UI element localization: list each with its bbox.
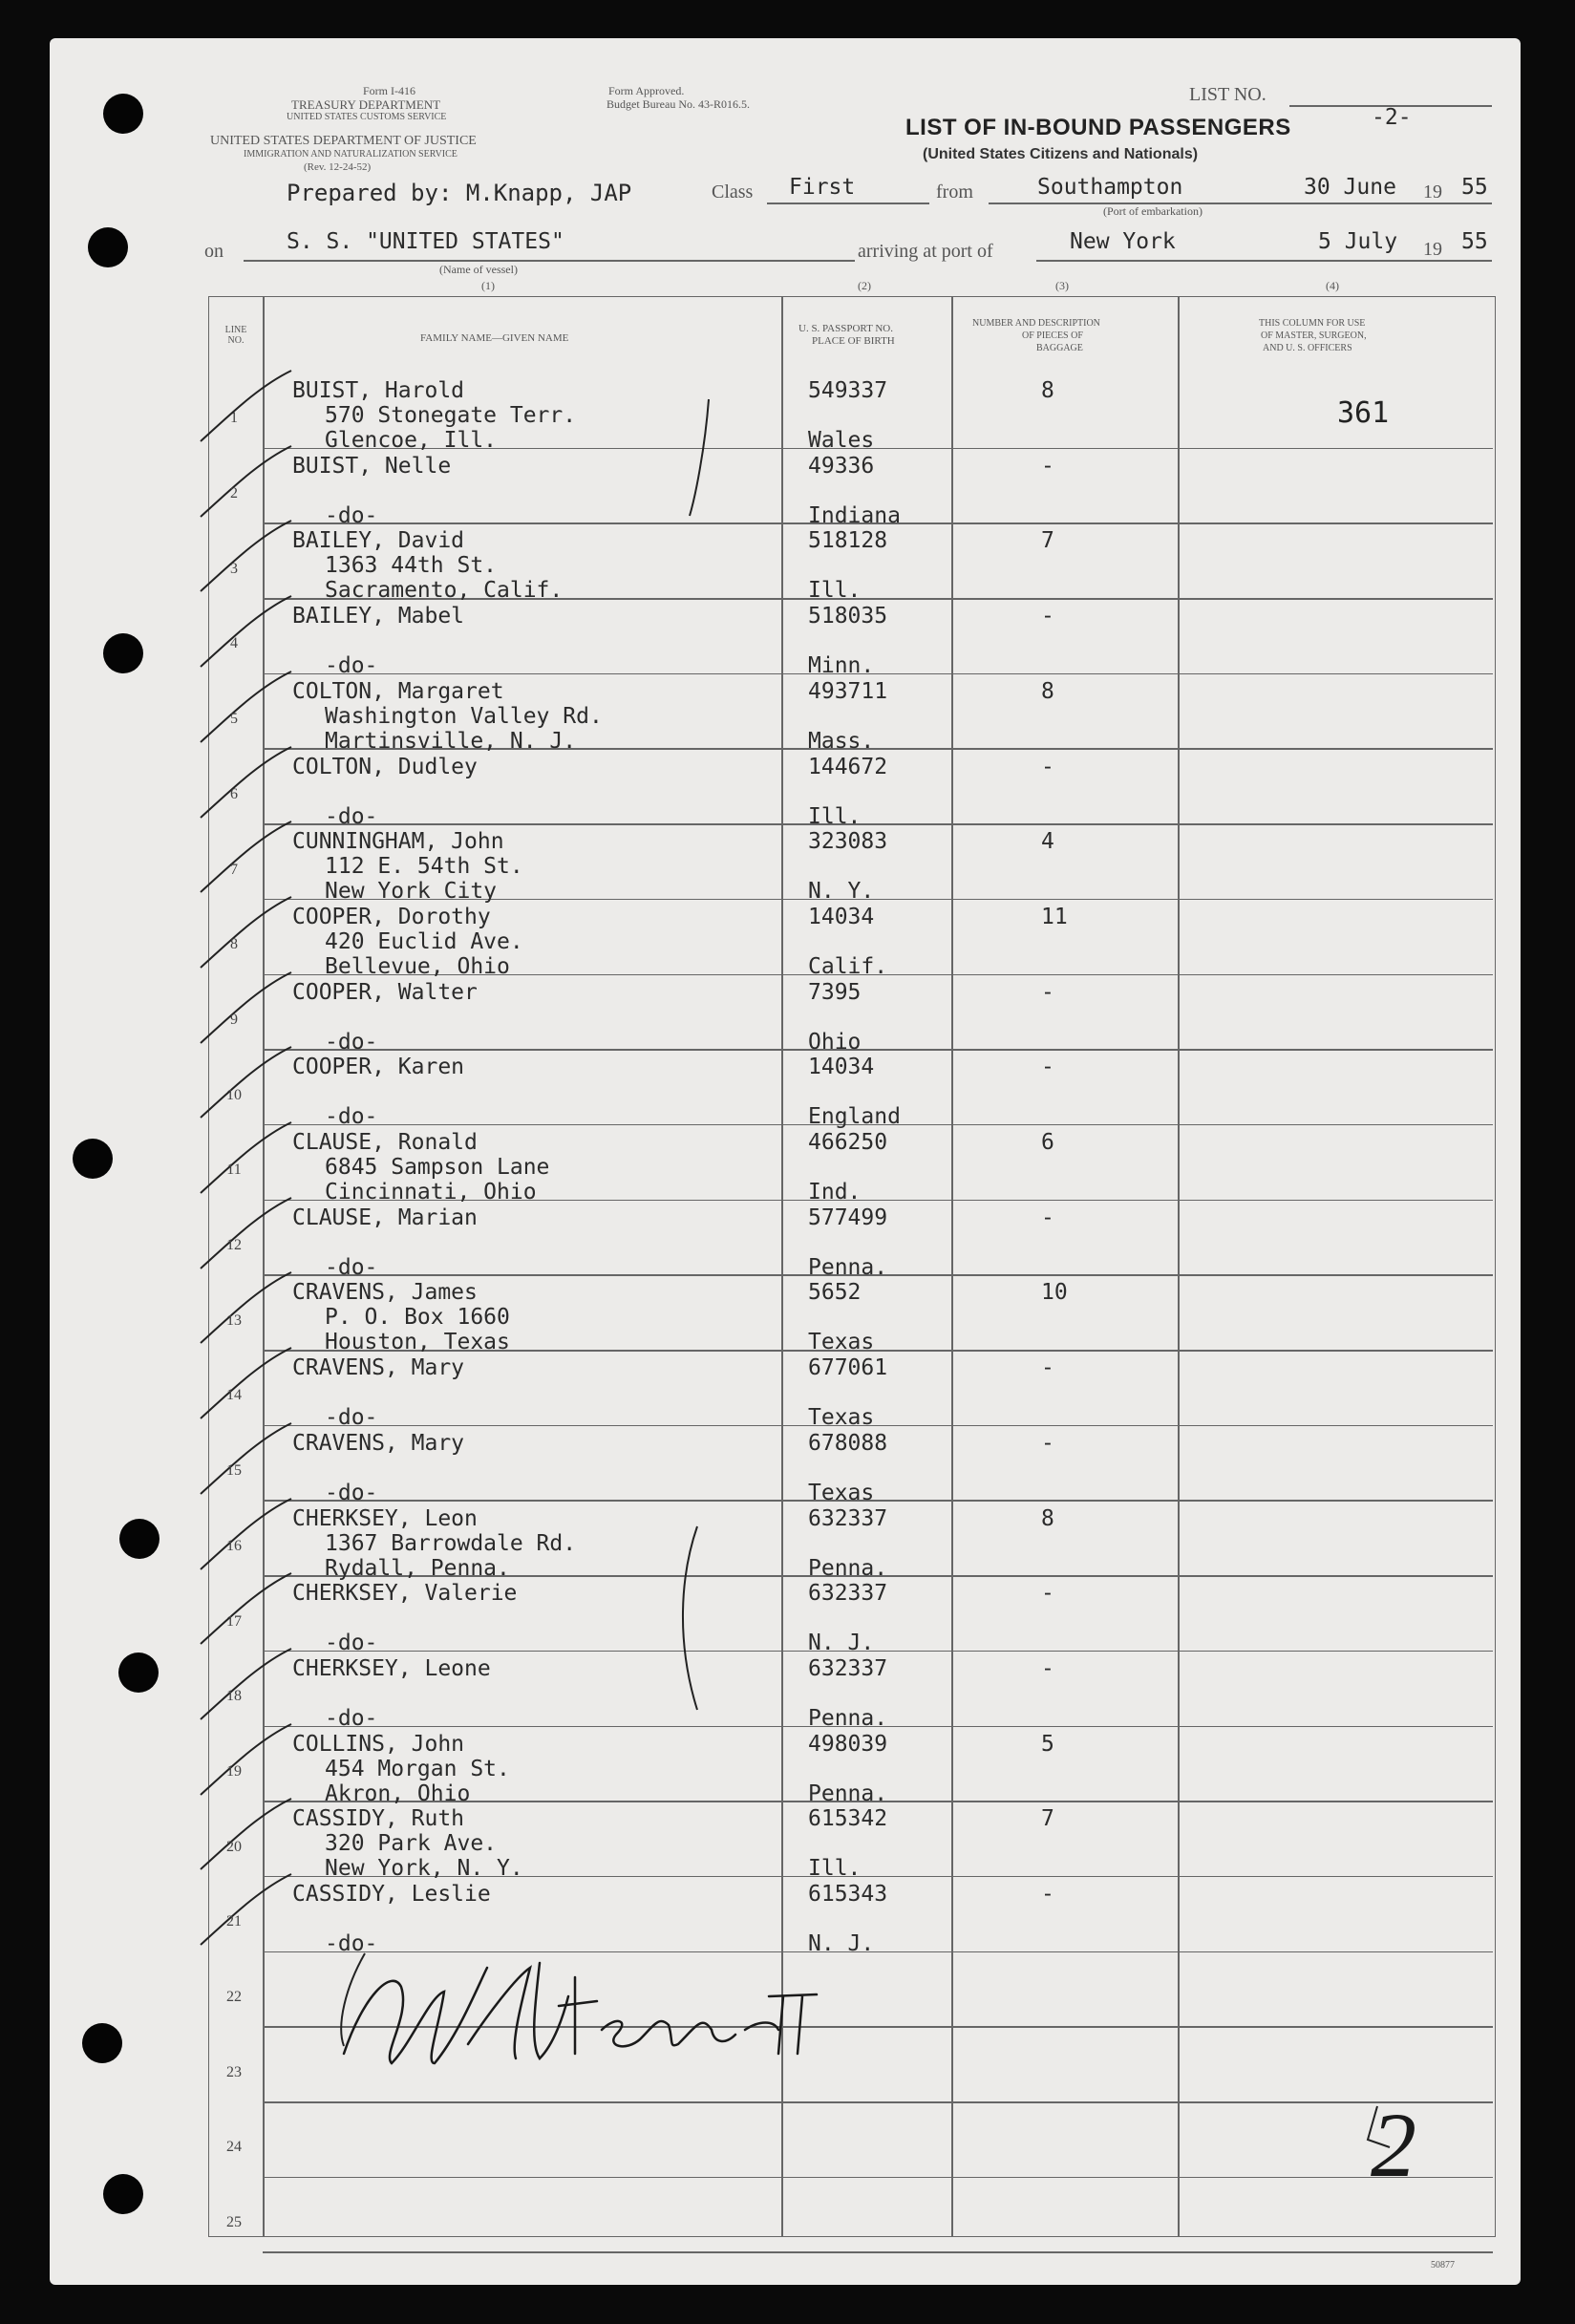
passenger-name: COLTON, Dudley <box>292 754 478 779</box>
passport-number: 678088 <box>808 1430 888 1456</box>
arriving-label: arriving at port of <box>858 241 993 262</box>
place-of-birth: Ohio <box>808 1029 862 1055</box>
check-mark <box>191 438 306 524</box>
passenger-name: BAILEY, David <box>292 528 465 554</box>
baggage-count: 8 <box>1041 678 1054 704</box>
passport-number: 549337 <box>808 378 888 403</box>
header-baggage-3: BAGGAGE <box>1036 343 1083 353</box>
baggage-count: - <box>1041 1055 1054 1080</box>
line-number: 11 <box>226 1162 242 1179</box>
line-number: 12 <box>226 1237 242 1254</box>
check-mark <box>191 1039 306 1125</box>
passenger-name: CRAVENS, Mary <box>292 1355 465 1381</box>
passenger-address-2: -do- <box>325 1705 378 1731</box>
row-divider <box>263 2251 1493 2253</box>
year-1: 55 <box>1461 175 1488 200</box>
passport-number: 493711 <box>808 678 888 704</box>
check-mark <box>191 889 306 975</box>
baggage-count: 5 <box>1041 1731 1054 1757</box>
check-mark <box>191 1566 306 1652</box>
line-number: 4 <box>230 635 238 652</box>
budget-number: Budget Bureau No. 43-R016.5. <box>607 97 750 111</box>
passenger-address-2: -do- <box>325 1104 378 1130</box>
passenger-address-1: 6845 Sampson Lane <box>325 1155 550 1180</box>
form-code: 50877 <box>1431 2260 1455 2271</box>
passenger-name: CUNNINGHAM, John <box>292 829 504 855</box>
check-mark <box>191 513 306 599</box>
passenger-address-2: Bellevue, Ohio <box>325 953 510 979</box>
baggage-count: 8 <box>1041 378 1054 403</box>
line-number: 8 <box>230 936 238 953</box>
class-label: Class <box>712 181 754 203</box>
check-mark <box>191 1716 306 1802</box>
passenger-address-2: New York, N. Y. <box>325 1856 523 1882</box>
check-mark <box>191 814 306 900</box>
passenger-address-2: Sacramento, Calif. <box>325 578 564 604</box>
baggage-count: - <box>1041 604 1054 629</box>
table-row <box>0 2179 1575 2254</box>
passenger-address-2: Akron, Ohio <box>325 1780 471 1806</box>
header-officers-3: AND U. S. OFFICERS <box>1263 343 1352 353</box>
arrival-port: New York <box>1070 229 1176 254</box>
baggage-count: 10 <box>1041 1280 1068 1306</box>
class-value: First <box>789 175 856 200</box>
passport-number: 518128 <box>808 528 888 554</box>
line-number: 15 <box>226 1462 242 1480</box>
passport-number: 632337 <box>808 1655 888 1681</box>
signature <box>325 1939 821 2092</box>
passenger-name: BUIST, Nelle <box>292 453 452 479</box>
place-of-birth: Ind. <box>808 1180 862 1205</box>
passport-number: 14034 <box>808 904 875 929</box>
passenger-address-2: Houston, Texas <box>325 1330 510 1355</box>
passenger-address-1: P. O. Box 1660 <box>325 1305 510 1331</box>
passenger-address-2: -do- <box>325 1405 378 1431</box>
passport-number: 632337 <box>808 1581 888 1607</box>
passenger-address-2: Martinsville, N. J. <box>325 728 577 754</box>
passenger-name: CASSIDY, Leslie <box>292 1882 491 1907</box>
place-of-birth: England <box>808 1104 901 1130</box>
rev-date: (Rev. 12-24-52) <box>304 161 372 173</box>
passport-number: 466250 <box>808 1130 888 1155</box>
baggage-count: - <box>1041 754 1054 779</box>
class-line <box>767 203 929 204</box>
arrival-date: 5 July <box>1318 229 1398 254</box>
passenger-name: CHERKSEY, Leon <box>292 1505 478 1531</box>
line-number: 3 <box>230 560 238 577</box>
column-number-2: (2) <box>858 279 871 292</box>
year-2: 55 <box>1461 229 1488 254</box>
passenger-address-2: Rydall, Penna. <box>325 1555 510 1581</box>
place-of-birth: Indiana <box>808 502 901 528</box>
passenger-name: COOPER, Karen <box>292 1055 465 1080</box>
line-number: 18 <box>226 1688 242 1705</box>
header-baggage-2: OF PIECES OF <box>1022 330 1083 341</box>
vessel-caption: (Name of vessel) <box>439 263 518 276</box>
passport-number: 632337 <box>808 1505 888 1531</box>
vessel-line <box>244 260 855 262</box>
header-officers-1: THIS COLUMN FOR USE <box>1259 318 1366 329</box>
dept-treasury: TREASURY DEPARTMENT <box>291 97 441 112</box>
passenger-address-2: -do- <box>325 502 378 528</box>
list-number: -2- <box>1372 105 1412 130</box>
passenger-name: COLLINS, John <box>292 1731 465 1757</box>
check-mark <box>191 1265 306 1351</box>
place-of-birth: Texas <box>808 1480 875 1505</box>
port-caption: (Port of embarkation) <box>1103 204 1203 218</box>
line-number: 21 <box>226 1913 242 1930</box>
passenger-name: CRAVENS, James <box>292 1280 478 1306</box>
passenger-address-1: 454 Morgan St. <box>325 1756 510 1781</box>
place-of-birth: Texas <box>808 1330 875 1355</box>
place-of-birth: Ill. <box>808 803 862 829</box>
baggage-count: - <box>1041 979 1054 1005</box>
passenger-name: COOPER, Walter <box>292 979 478 1005</box>
check-mark <box>191 1416 306 1502</box>
baggage-count: 11 <box>1041 904 1068 929</box>
baggage-count: - <box>1041 1430 1054 1456</box>
passenger-address-1: Washington Valley Rd. <box>325 703 603 729</box>
passenger-name: COLTON, Margaret <box>292 678 504 704</box>
line-number: 13 <box>226 1311 242 1329</box>
passenger-address-1: 420 Euclid Ave. <box>325 928 523 954</box>
passport-number: 577499 <box>808 1205 888 1230</box>
line-number: 20 <box>226 1838 242 1855</box>
header-passport: U. S. PASSPORT NO. <box>798 323 893 334</box>
stamp-number: 361 <box>1337 396 1390 430</box>
passenger-address-2: -do- <box>325 1480 378 1505</box>
place-of-birth: Calif. <box>808 953 888 979</box>
passport-number: 677061 <box>808 1355 888 1381</box>
passenger-address-2: -do- <box>325 803 378 829</box>
column-number-1: (1) <box>481 279 495 292</box>
place-of-birth: Texas <box>808 1405 875 1431</box>
page-title: LIST OF IN-BOUND PASSENGERS <box>905 115 1291 140</box>
place-of-birth: Penna. <box>808 1555 888 1581</box>
passenger-name: COOPER, Dorothy <box>292 904 491 929</box>
baggage-count: 7 <box>1041 528 1054 554</box>
baggage-count: - <box>1041 1655 1054 1681</box>
passport-number: 49336 <box>808 453 875 479</box>
page-subtitle: (United States Citizens and Nationals) <box>923 146 1199 162</box>
punch-hole <box>103 94 143 134</box>
line-number: 19 <box>226 1762 242 1780</box>
check-mark <box>191 965 306 1051</box>
punch-hole <box>88 227 128 267</box>
list-no-label: LIST NO. <box>1189 84 1266 105</box>
header-line-no: LINE NO. <box>224 325 247 346</box>
baggage-count: - <box>1041 1355 1054 1381</box>
check-mark <box>191 363 306 449</box>
table-row <box>0 2103 1575 2179</box>
passenger-name: CLAUSE, Ronald <box>292 1130 478 1155</box>
passport-number: 615342 <box>808 1806 888 1832</box>
check-mark <box>191 739 306 825</box>
vessel-name: S. S. "UNITED STATES" <box>287 229 564 254</box>
nineteen-2: 19 <box>1423 239 1442 260</box>
baggage-count: 8 <box>1041 1505 1054 1531</box>
header-baggage-1: NUMBER AND DESCRIPTION <box>972 318 1100 329</box>
place-of-birth: Minn. <box>808 653 875 679</box>
customs-service: UNITED STATES CUSTOMS SERVICE <box>287 112 447 122</box>
check-mark <box>191 1190 306 1276</box>
check-mark <box>191 1866 306 1952</box>
passenger-name: BAILEY, Mabel <box>292 604 465 629</box>
place-of-birth: Ill. <box>808 1856 862 1882</box>
header-officers-2: OF MASTER, SURGEON, <box>1261 330 1367 341</box>
passenger-address-2: -do- <box>325 1029 378 1055</box>
date-line-1 <box>1304 203 1492 204</box>
passenger-address-2: New York City <box>325 879 498 905</box>
column-number-3: (3) <box>1055 279 1069 292</box>
dept-justice: UNITED STATES DEPARTMENT OF JUSTICE <box>210 134 477 148</box>
line-number: 10 <box>226 1086 242 1103</box>
from-label: from <box>936 181 973 203</box>
passenger-name: CRAVENS, Mary <box>292 1430 465 1456</box>
embark-port: Southampton <box>1037 175 1183 200</box>
baggage-count: - <box>1041 1882 1054 1907</box>
form-number: Form I-416 <box>363 84 415 97</box>
place-of-birth: Mass. <box>808 728 875 754</box>
passenger-address-2: -do- <box>325 1631 378 1656</box>
line-number: 5 <box>230 711 238 728</box>
check-mark <box>191 664 306 750</box>
prepared-by: Prepared by: M.Knapp, JAP <box>287 180 632 206</box>
on-label: on <box>204 241 223 262</box>
passenger-address-2: -do- <box>325 1254 378 1280</box>
passport-number: 498039 <box>808 1731 888 1757</box>
line-number: 14 <box>226 1387 242 1404</box>
passport-number: 5652 <box>808 1280 862 1306</box>
check-mark <box>191 1340 306 1426</box>
header-name: FAMILY NAME—GIVEN NAME <box>420 332 569 344</box>
immigration-service: IMMIGRATION AND NATURALIZATION SERVICE <box>244 149 458 160</box>
check-mark <box>191 1641 306 1727</box>
baggage-count: - <box>1041 1581 1054 1607</box>
passenger-name: CLAUSE, Marian <box>292 1205 478 1230</box>
passport-number: 7395 <box>808 979 862 1005</box>
line-number: 1 <box>230 410 238 427</box>
line-number: 23 <box>226 2063 242 2080</box>
baggage-count: 4 <box>1041 829 1054 855</box>
passenger-address-1: 320 Park Ave. <box>325 1831 498 1857</box>
corner-mark: 2 <box>1371 2094 1416 2196</box>
passenger-name: CHERKSEY, Valerie <box>292 1581 518 1607</box>
check-mark <box>191 588 306 674</box>
approved-text: Form Approved. <box>608 84 685 97</box>
line-number: 6 <box>230 785 238 802</box>
place-of-birth: Penna. <box>808 1254 888 1280</box>
passenger-address-2: Cincinnati, Ohio <box>325 1180 537 1205</box>
passport-number: 518035 <box>808 604 888 629</box>
line-number: 22 <box>226 1989 242 2006</box>
passenger-address-1: 1363 44th St. <box>325 553 498 579</box>
header-birthplace: PLACE OF BIRTH <box>812 335 895 347</box>
nineteen-1: 19 <box>1423 181 1442 203</box>
baggage-count: - <box>1041 1205 1054 1230</box>
passenger-address-2: Glencoe, Ill. <box>325 428 498 453</box>
passenger-address-2: -do- <box>325 653 378 679</box>
column-number-4: (4) <box>1326 279 1339 292</box>
place-of-birth: Penna. <box>808 1705 888 1731</box>
line-number: 16 <box>226 1537 242 1554</box>
line-number: 25 <box>226 2214 242 2231</box>
line-number: 2 <box>230 485 238 502</box>
line-number: 9 <box>230 1011 238 1028</box>
line-number: 17 <box>226 1612 242 1630</box>
passenger-address-1: 1367 Barrowdale Rd. <box>325 1530 577 1556</box>
signature-text <box>401 2044 408 2045</box>
passenger-name: CASSIDY, Ruth <box>292 1806 465 1832</box>
check-mark <box>191 1791 306 1877</box>
passport-number: 615343 <box>808 1882 888 1907</box>
passenger-address-1: 570 Stonegate Terr. <box>325 403 577 428</box>
place-of-birth: N. J. <box>808 1931 875 1956</box>
passenger-name: BUIST, Harold <box>292 378 465 403</box>
baggage-count: 7 <box>1041 1806 1054 1832</box>
passenger-address-2: -do- <box>325 1931 378 1956</box>
check-mark <box>191 1115 306 1201</box>
passport-number: 144672 <box>808 754 888 779</box>
place-of-birth: Penna. <box>808 1780 888 1806</box>
passenger-name: CHERKSEY, Leone <box>292 1655 491 1681</box>
place-of-birth: Ill. <box>808 578 862 604</box>
check-mark <box>191 1491 306 1577</box>
passenger-address-1: 112 E. 54th St. <box>325 854 523 880</box>
line-number: 24 <box>226 2139 242 2156</box>
depart-date: 30 June <box>1304 175 1396 200</box>
passport-number: 323083 <box>808 829 888 855</box>
line-number: 7 <box>230 861 238 878</box>
place-of-birth: Wales <box>808 428 875 453</box>
place-of-birth: N. J. <box>808 1631 875 1656</box>
baggage-count: - <box>1041 453 1054 479</box>
place-of-birth: N. Y. <box>808 879 875 905</box>
passport-number: 14034 <box>808 1055 875 1080</box>
baggage-count: 6 <box>1041 1130 1054 1155</box>
